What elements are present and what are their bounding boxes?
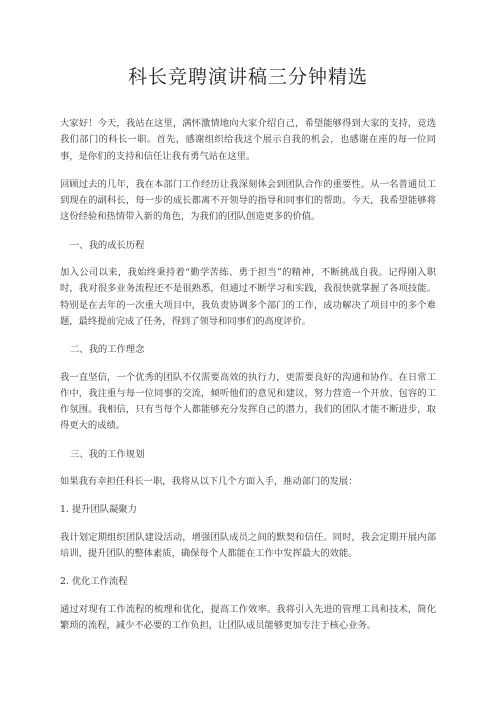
plan-item-1-paragraph: 我计划定期组织团队建设活动，增强团队成员之间的默契和信任。同时，我会定期开展内部培训，提升团队的整体素质，确保每个人都能在工作中发挥最大的效能。 [60, 531, 436, 559]
plan-item-2-paragraph: 通过对现有工作流程的梳理和优化，提高工作效率。我将引入先进的管理工具和技术，简化繁琐的流程，减少不必要的工作负担，让团队成员能够更加专注于核心业务。 [60, 603, 436, 631]
philosophy-paragraph: 我一直坚信，一个优秀的团队不仅需要高效的执行力，更需要良好的沟通和协作。在日常工作中，我注重与每一位同事的交流，倾听他们的意见和建议，努力营造一个开放、包容的工作氛围。我相信，只有当每个人都能够充分发挥自己的潜力，我们的团队才能不断进步，取得更大的成绩。 [60, 371, 436, 432]
section-heading-plan: 三、我的工作规划 [70, 448, 145, 460]
growth-paragraph: 加入公司以来，我始终秉持着“勤学苦练、勇于担当”的精神，不断挑战自我。记得刚入职时，我对很多业务流程还不是很熟悉，但通过不断学习和实践，我很快就掌握了各项技能。特别是在去年的一次重大项目中，我负责协调多个部门的工作，成功解决了项目中的多个难题，最终提前完成了任务，得到了领导和同事们的高度评价。 [60, 267, 436, 327]
document-title: 科长竞聘演讲稿三分钟精选 [127, 66, 368, 88]
section-heading-philosophy: 二、我的工作理念 [70, 344, 145, 356]
intro-paragraph: 大家好！今天，我站在这里，满怀激情地向大家介绍自己，希望能够得到大家的支持，竞选我们部门的科长一职。首先，感谢组织给我这个展示自我的机会，也感谢在座的每一位同事，是你们的支持和信任让我有勇气站在这里。 [60, 118, 436, 162]
section-heading-growth: 一、我的成长历程 [70, 239, 145, 251]
review-paragraph: 回顾过去的几年，我在本部门工作经历让我深刻体会到团队合作的重要性。从一名普通员工到现在的副科长，每一步的成长都离不开领导的指导和同事们的帮助。今天，我希望能够将这份经验和热情带入新的角色，为我们的团队创造更多的价值。 [60, 178, 436, 223]
plan-item-2-heading: 2. 优化工作流程 [60, 576, 128, 588]
plan-item-1-heading: 1. 提升团队凝聚力 [60, 504, 137, 516]
plan-intro-paragraph: 如果我有幸担任科长一职，我将从以下几个方面入手，推动部门的发展： [60, 476, 358, 488]
